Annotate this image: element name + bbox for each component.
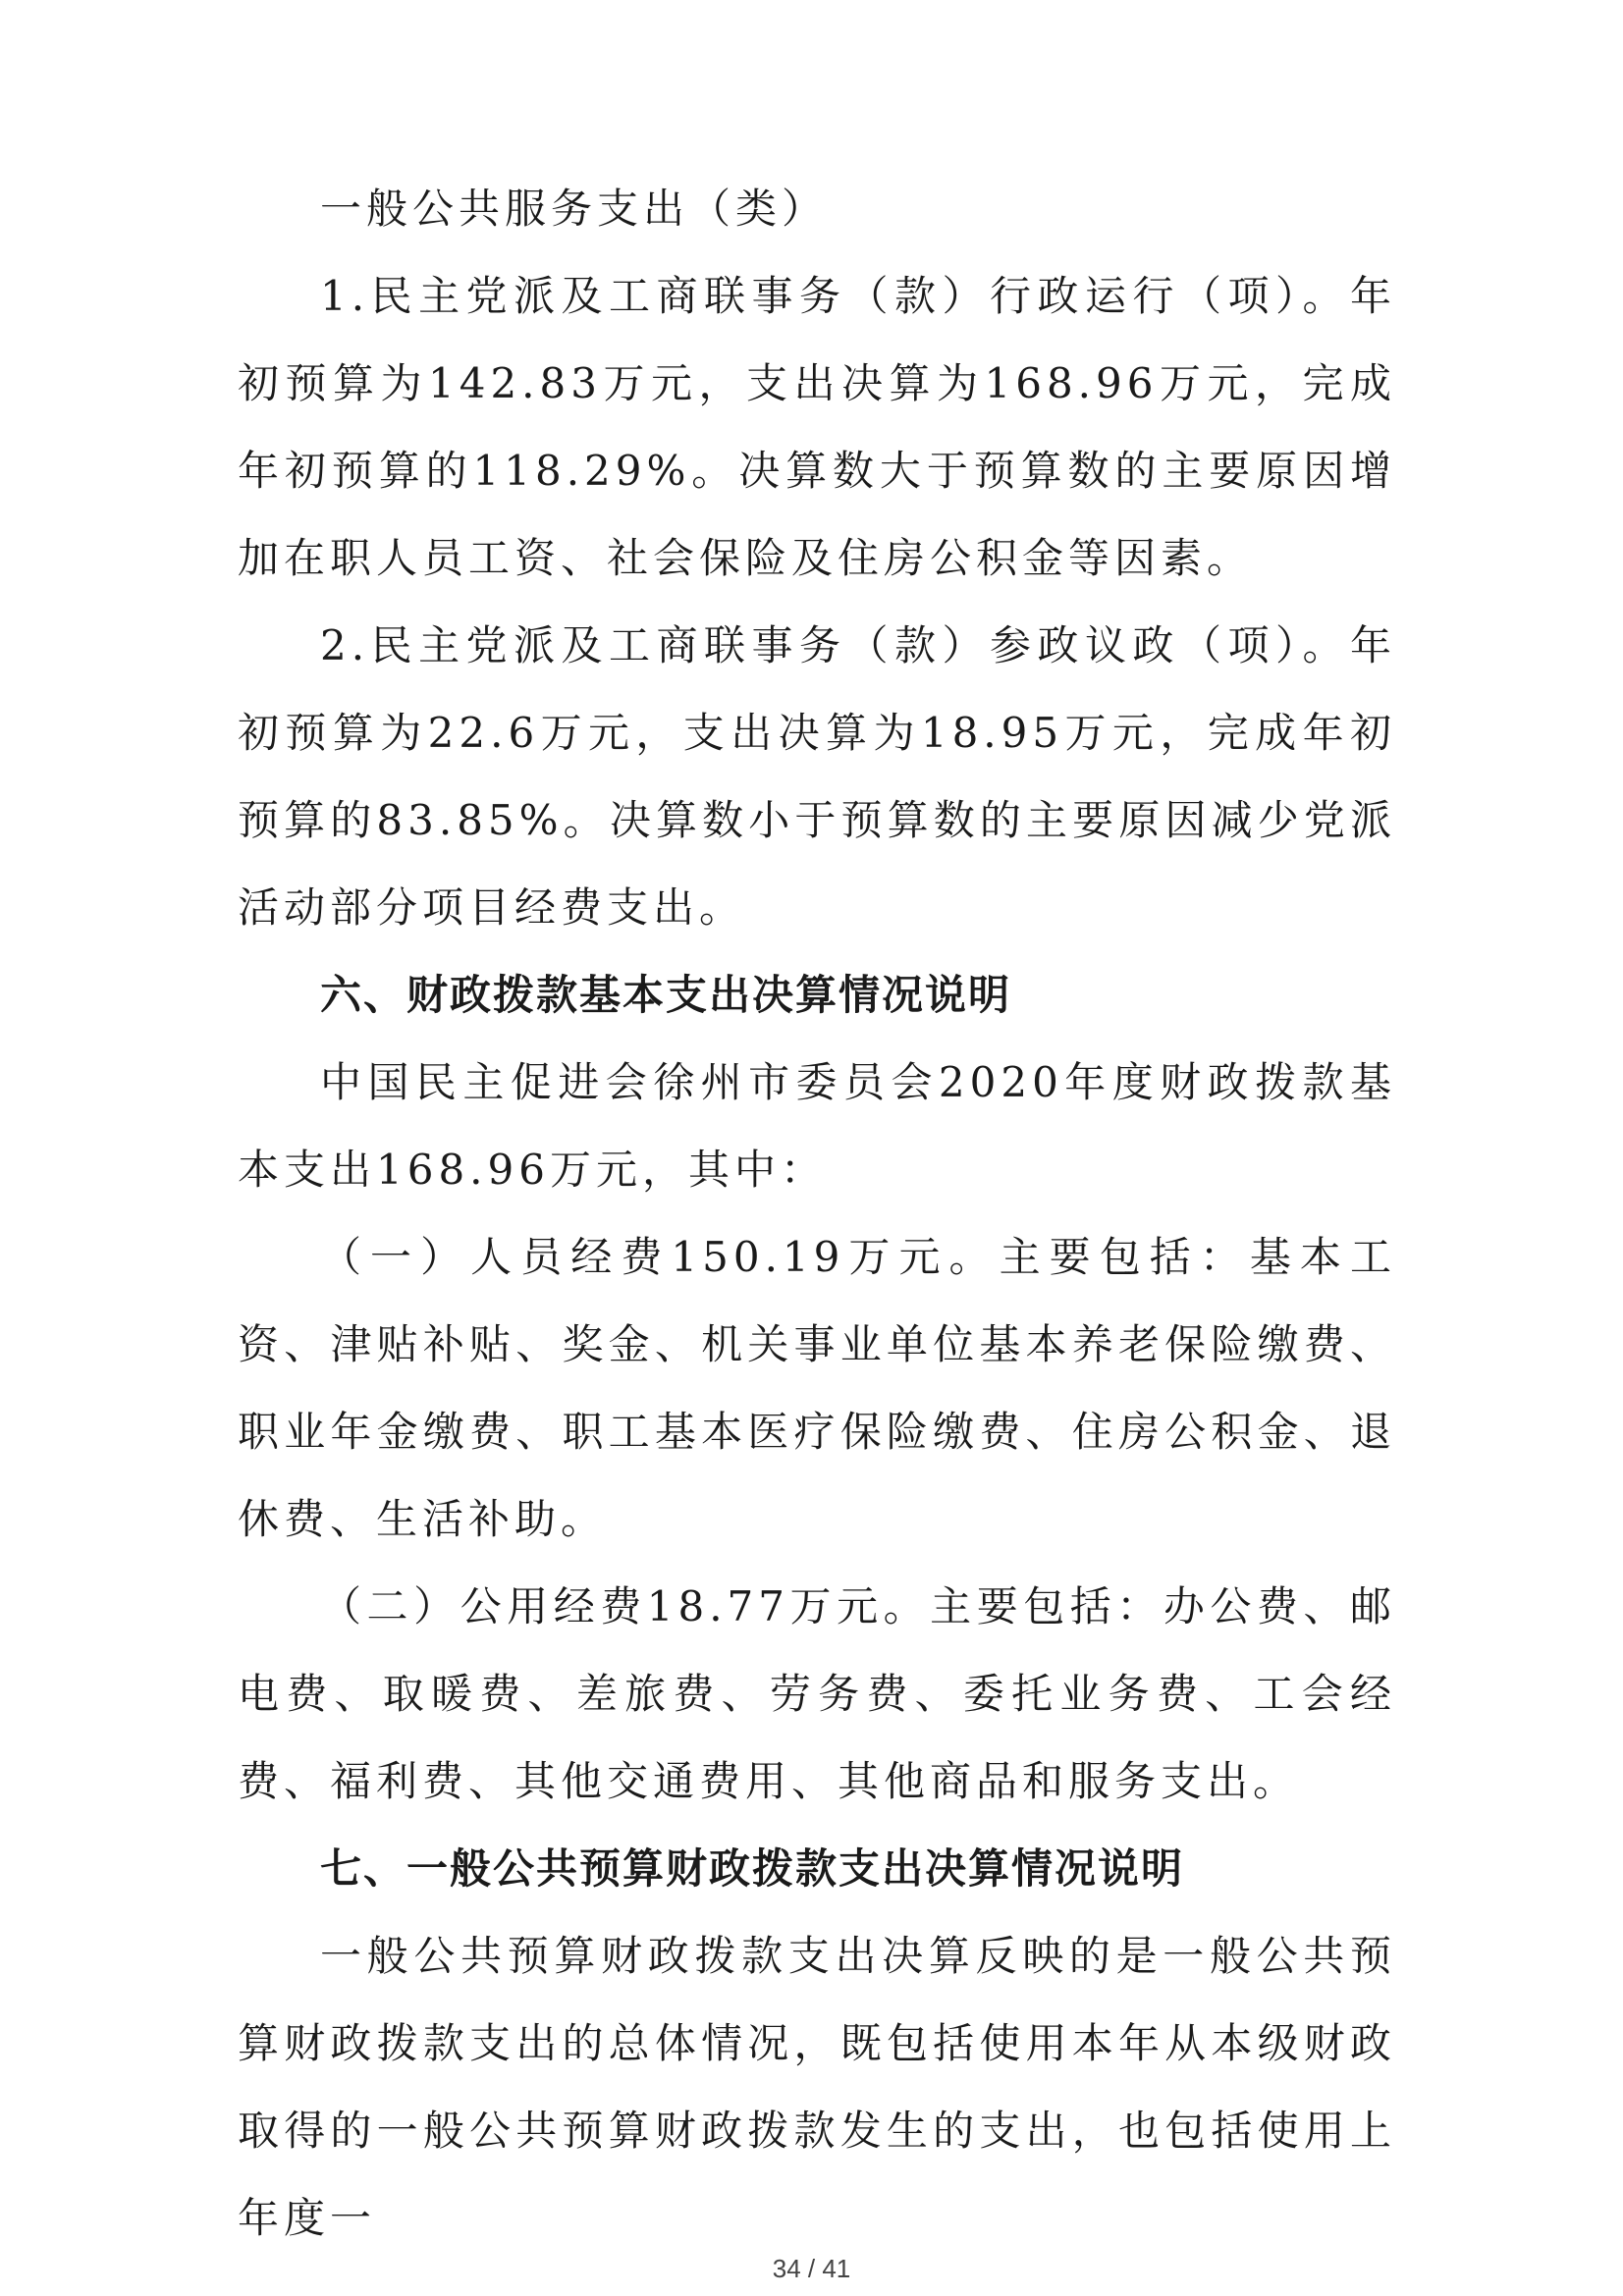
paragraph-public-expense: （二）公用经费18.77万元。主要包括：办公费、邮电费、取暖费、差旅费、劳务费、委托业务费、工会经费、福利费、其他交通费用、其他商品和服务支出。 [238,1582,1396,1805]
paragraph-personnel-expense: （一）人员经费150.19万元。主要包括：基本工资、津贴补贴、奖金、机关事业单位基本养老保险缴费、职业年金缴费、职工基本医疗保险缴费、住房公积金、退休费、生活补助。 [238,1233,1396,1543]
section-heading-7: 七、一般公共预算财政拨款支出决算情况说明 [320,1844,1185,1893]
paragraph-item-1: 1.民主党派及工商联事务（款）行政运行（项）。年初预算为142.83万元，支出决算为168.96万元，完成年初预算的118.29%。决算数大于预算数的主要原因增加在职人员工资、社会保险及住房公积金等因素。 [238,272,1396,582]
paragraph-general-budget: 一般公共预算财政拨款支出决算反映的是一般公共预算财政拨款支出的总体情况，既包括使用本年从本级财政取得的一般公共预算财政拨款发生的支出，也包括使用上年度一 [238,1932,1396,2242]
paragraph-basic-expense-summary: 中国民主促进会徐州市委员会2020年度财政拨款基本支出168.96万元，其中： [238,1058,1396,1194]
page-number: 34 / 41 [772,2254,851,2283]
paragraph-item-2: 2.民主党派及工商联事务（款）参政议政（项）。年初预算为22.6万元，支出决算为18.95万元，完成年初预算的83.85%。决算数小于预算数的主要原因减少党派活动部分项目经费支出。 [238,621,1396,932]
document-body [238,165,1396,2262]
paragraph-category: 一般公共服务支出（类） [320,185,829,233]
section-heading-6: 六、财政拨款基本支出决算情况说明 [320,971,1012,1019]
